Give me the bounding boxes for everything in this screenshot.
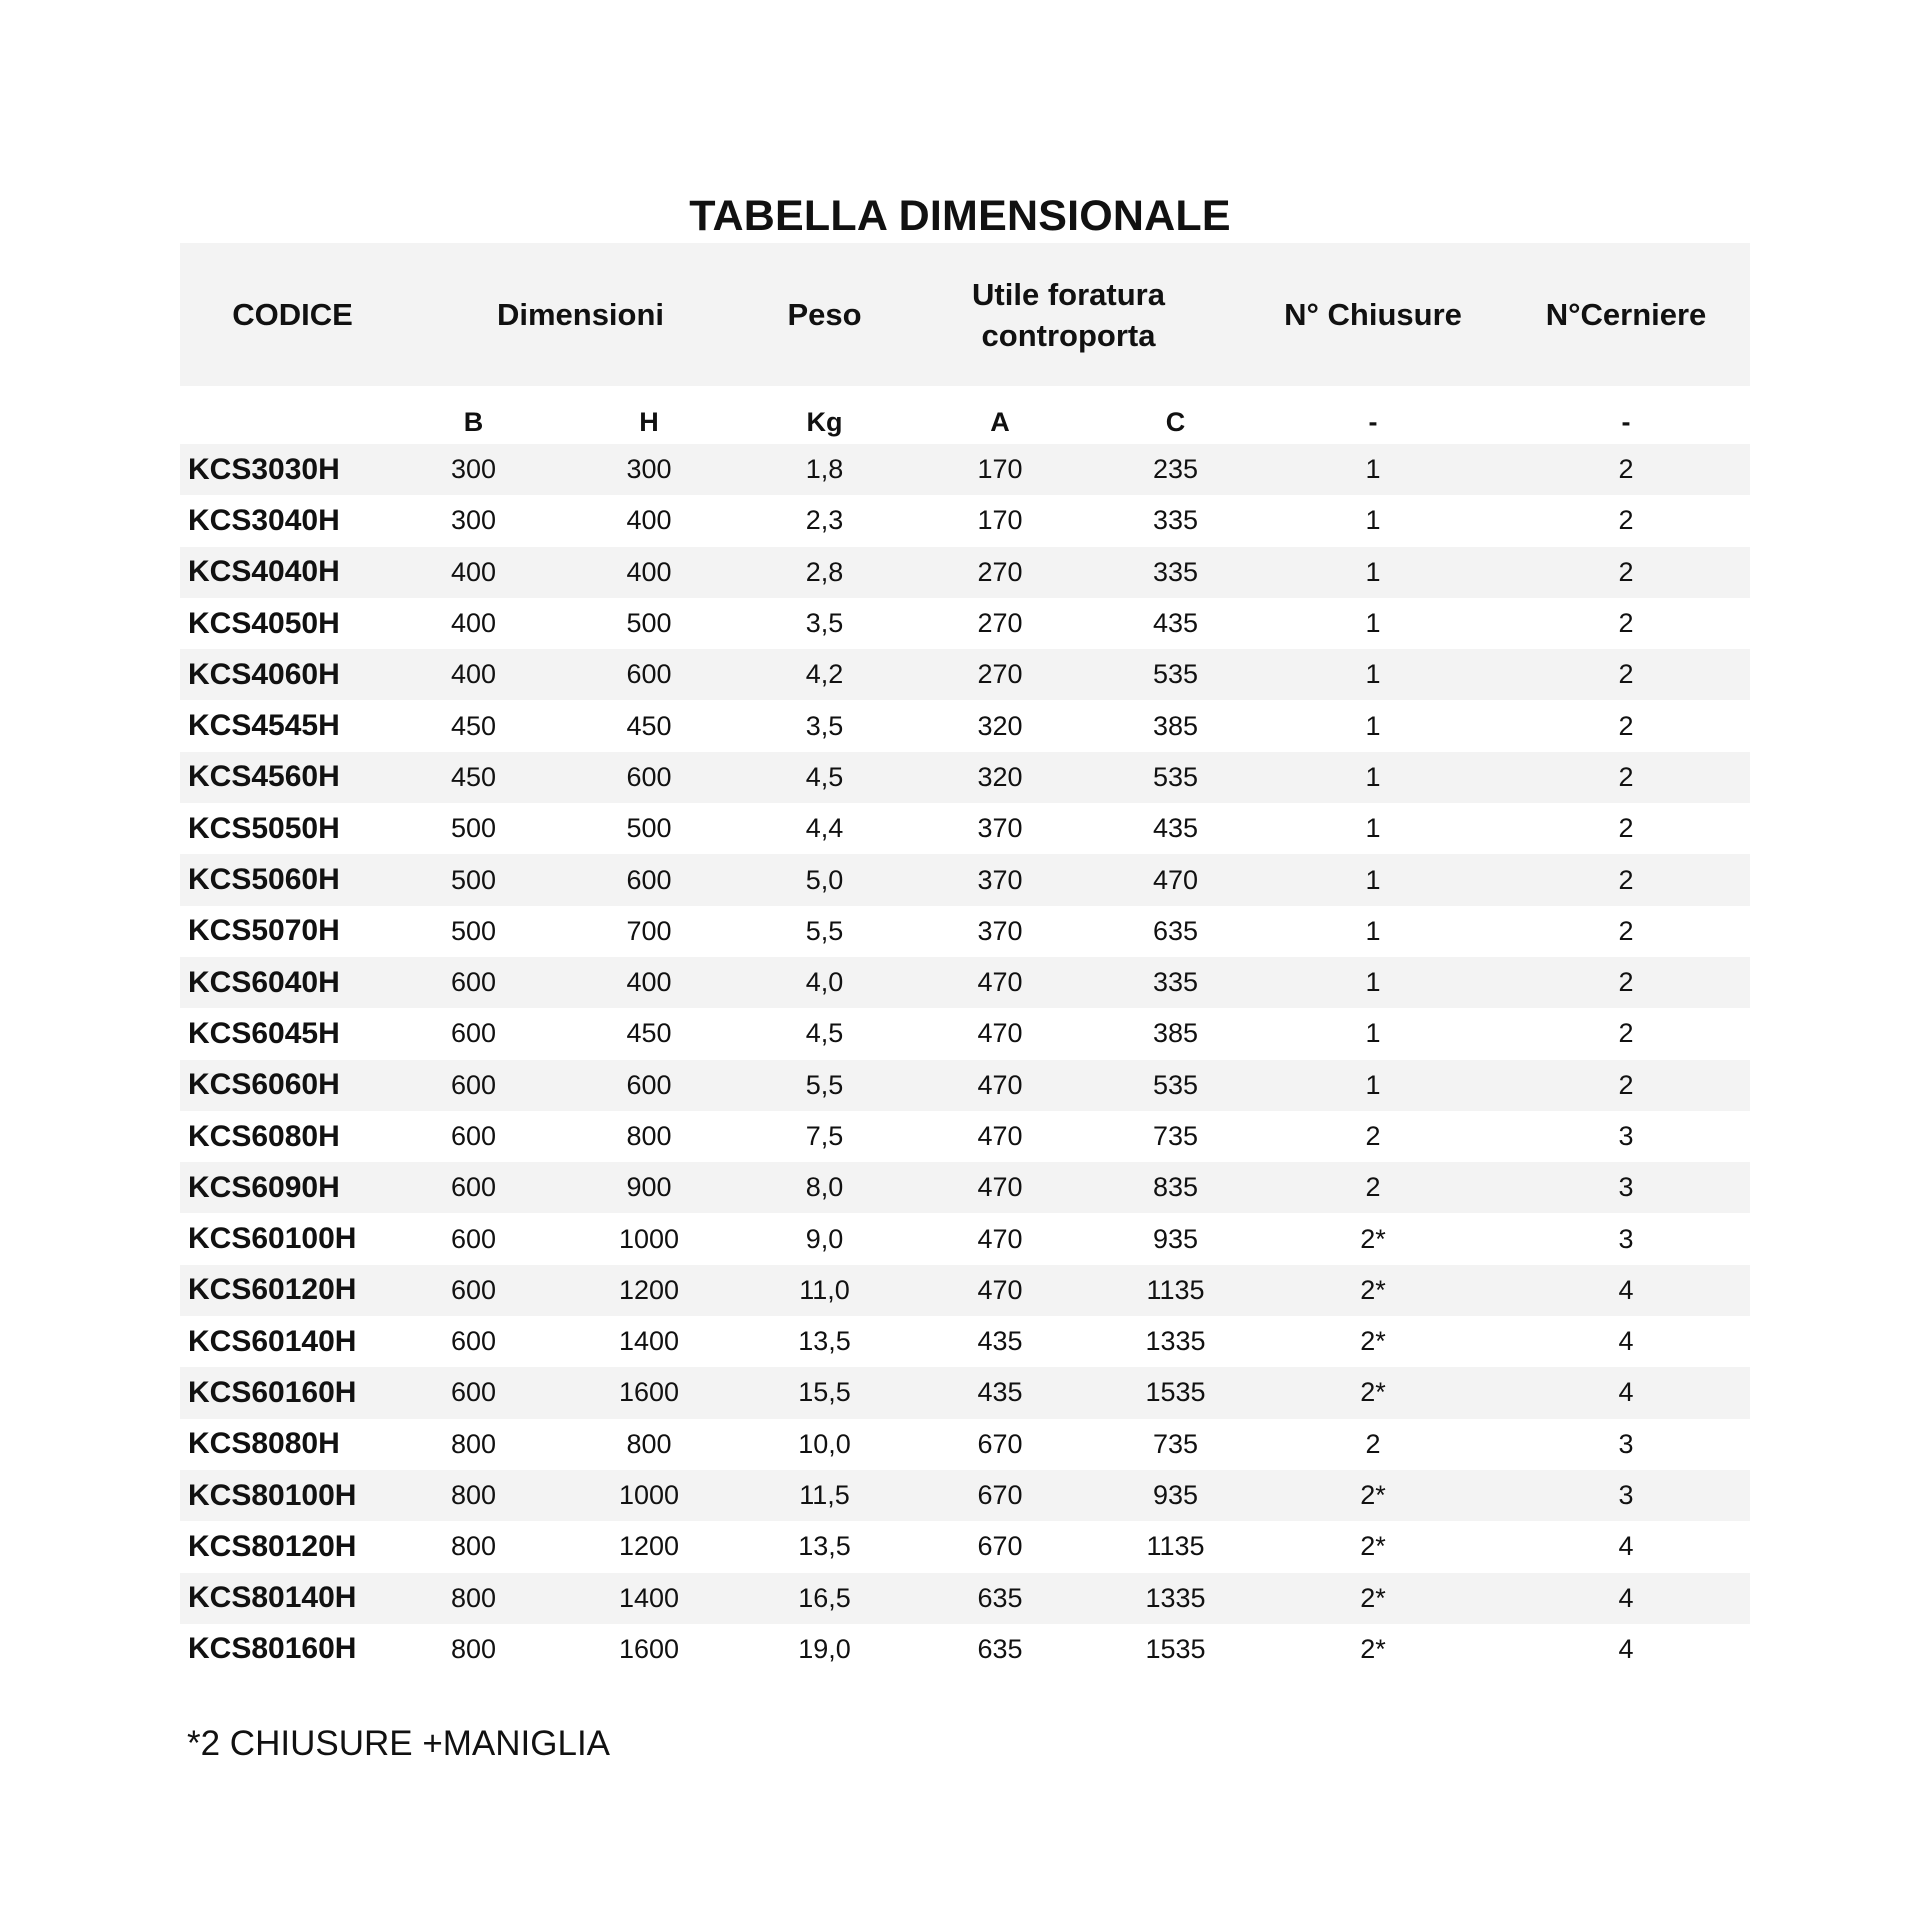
cell-code: KCS4050H bbox=[188, 606, 340, 640]
cell-cerniere: 2 bbox=[1618, 813, 1634, 844]
table-body bbox=[180, 444, 1750, 1675]
header-utile-foratura bbox=[893, 243, 1244, 386]
cell-a: 670 bbox=[977, 1428, 1023, 1459]
cell-kg: 16,5 bbox=[756, 1573, 893, 1624]
cell-cerniere: 2 bbox=[1618, 1018, 1634, 1049]
subheader-c: C bbox=[1107, 386, 1244, 444]
cell-code: KCS4545H bbox=[188, 709, 340, 743]
cell-c: 435 bbox=[1152, 608, 1199, 639]
cell-c: 435 bbox=[1152, 813, 1199, 844]
cell-h: 400 bbox=[626, 505, 672, 536]
cell-code: KCS80100H bbox=[180, 1470, 405, 1521]
cell-chiusure: 1 bbox=[1244, 547, 1502, 598]
cell-c: 335 bbox=[1107, 547, 1244, 598]
cell-code: KCS6090H bbox=[180, 1162, 405, 1213]
subheader-row bbox=[180, 386, 1750, 444]
table-row bbox=[180, 1008, 1750, 1059]
header-row bbox=[180, 243, 1750, 386]
cell-a: 635 bbox=[893, 1573, 1107, 1624]
table-row bbox=[180, 957, 1750, 1008]
table-row bbox=[180, 1419, 1750, 1470]
cell-b: 600 bbox=[450, 1326, 497, 1357]
cell-b: 450 bbox=[405, 752, 542, 803]
table-row bbox=[180, 1162, 1750, 1213]
cell-a: 435 bbox=[977, 1326, 1023, 1357]
cell-code: KCS5060H bbox=[180, 854, 405, 905]
cell-cerniere: 3 bbox=[1618, 1121, 1634, 1151]
cell-a: 370 bbox=[893, 854, 1107, 905]
cell-code: KCS4560H bbox=[180, 752, 405, 803]
cell-kg: 13,5 bbox=[798, 1531, 851, 1562]
cell-a: 670 bbox=[977, 1531, 1023, 1562]
cell-c: 635 bbox=[1152, 915, 1199, 946]
cell-chiusure: 1 bbox=[1365, 915, 1381, 946]
header-dimensioni: Dimensioni bbox=[405, 243, 756, 386]
cell-b: 300 bbox=[450, 505, 497, 536]
header-utile-line1: Utile foratura bbox=[972, 276, 1165, 312]
cell-code: KCS60160H bbox=[180, 1367, 405, 1418]
cell-h: 450 bbox=[626, 710, 672, 741]
cell-a: 470 bbox=[893, 957, 1107, 1008]
cell-a: 470 bbox=[893, 1060, 1107, 1111]
cell-chiusure: 2 bbox=[1244, 1162, 1502, 1213]
cell-kg: 4,5 bbox=[756, 752, 893, 803]
cell-code: KCS3040H bbox=[188, 503, 340, 537]
dimension-table-container bbox=[180, 243, 1750, 1675]
table-row bbox=[180, 854, 1750, 905]
cell-kg: 1,8 bbox=[756, 444, 893, 495]
cell-chiusure: 2* bbox=[1244, 1470, 1502, 1521]
cell-chiusure: 2 bbox=[1365, 1428, 1381, 1459]
cell-kg: 7,5 bbox=[805, 1121, 844, 1151]
cell-chiusure: 1 bbox=[1365, 608, 1381, 639]
cell-b: 800 bbox=[450, 1531, 497, 1562]
cell-a: 435 bbox=[893, 1367, 1107, 1418]
cell-chiusure: 1 bbox=[1244, 752, 1502, 803]
cell-b: 600 bbox=[450, 1018, 497, 1049]
table-row bbox=[180, 1470, 1750, 1521]
cell-h: 400 bbox=[542, 957, 756, 1008]
cell-cerniere: 4 bbox=[1618, 1633, 1634, 1664]
cell-chiusure: 2 bbox=[1365, 1121, 1381, 1151]
cell-h: 1000 bbox=[618, 1223, 680, 1254]
cell-kg: 8,0 bbox=[756, 1162, 893, 1213]
cell-a: 470 bbox=[893, 1162, 1107, 1213]
cell-cerniere: 3 bbox=[1618, 1223, 1634, 1254]
cell-cerniere: 3 bbox=[1502, 1470, 1750, 1521]
subheader-a: A bbox=[893, 386, 1107, 444]
subheader-kg: Kg bbox=[756, 386, 893, 444]
cell-cerniere: 4 bbox=[1502, 1265, 1750, 1316]
cell-c: 535 bbox=[1107, 752, 1244, 803]
cell-b: 600 bbox=[405, 1265, 542, 1316]
cell-b: 400 bbox=[405, 649, 542, 700]
cell-a: 320 bbox=[977, 710, 1023, 741]
footnote: *2 CHIUSURE +MANIGLIA bbox=[187, 1724, 611, 1763]
cell-b: 800 bbox=[405, 1470, 542, 1521]
header-cerniere: N°Cerniere bbox=[1502, 243, 1750, 386]
cell-h: 1600 bbox=[542, 1367, 756, 1418]
cell-c: 1535 bbox=[1145, 1633, 1206, 1664]
cell-c: 385 bbox=[1152, 710, 1199, 741]
cell-c: 1135 bbox=[1146, 1531, 1205, 1562]
cell-c: 535 bbox=[1107, 649, 1244, 700]
cell-kg: 5,5 bbox=[756, 1060, 893, 1111]
cell-h: 600 bbox=[542, 854, 756, 905]
cell-code: KCS60120H bbox=[180, 1265, 405, 1316]
cell-h: 600 bbox=[542, 752, 756, 803]
table-row bbox=[180, 906, 1750, 957]
cell-chiusure: 1 bbox=[1244, 957, 1502, 1008]
cell-chiusure: 2* bbox=[1244, 1367, 1502, 1418]
cell-b: 800 bbox=[450, 1633, 497, 1664]
cell-b: 800 bbox=[405, 1573, 542, 1624]
cell-c: 335 bbox=[1152, 505, 1199, 536]
cell-c: 470 bbox=[1107, 854, 1244, 905]
cell-chiusure: 1 bbox=[1365, 813, 1381, 844]
cell-h: 1600 bbox=[618, 1633, 680, 1664]
cell-code: KCS5050H bbox=[188, 811, 340, 845]
cell-b: 800 bbox=[450, 1428, 497, 1459]
cell-b: 600 bbox=[450, 1223, 497, 1254]
cell-code: KCS8080H bbox=[188, 1427, 340, 1461]
cell-c: 1335 bbox=[1107, 1573, 1244, 1624]
table-row bbox=[180, 1624, 1750, 1675]
cell-chiusure: 1 bbox=[1365, 1018, 1381, 1049]
cell-b: 600 bbox=[405, 1162, 542, 1213]
cell-a: 670 bbox=[893, 1470, 1107, 1521]
cell-kg: 15,5 bbox=[756, 1367, 893, 1418]
cell-code: KCS6060H bbox=[180, 1060, 405, 1111]
cell-kg: 10,0 bbox=[798, 1428, 851, 1459]
header-utile-line2: controporta bbox=[981, 317, 1156, 353]
cell-h: 1200 bbox=[618, 1531, 680, 1562]
cell-cerniere: 2 bbox=[1618, 505, 1634, 536]
cell-b: 600 bbox=[405, 957, 542, 1008]
cell-code: KCS3030H bbox=[180, 444, 405, 495]
cell-code: KCS80160H bbox=[188, 1632, 357, 1666]
cell-h: 800 bbox=[626, 1428, 672, 1459]
cell-a: 470 bbox=[977, 1121, 1023, 1151]
cell-a: 320 bbox=[893, 752, 1107, 803]
cell-h: 500 bbox=[626, 813, 672, 844]
cell-c: 535 bbox=[1107, 1060, 1244, 1111]
cell-cerniere: 2 bbox=[1502, 752, 1750, 803]
cell-c: 735 bbox=[1152, 1121, 1199, 1151]
cell-h: 900 bbox=[542, 1162, 756, 1213]
cell-h: 1400 bbox=[542, 1573, 756, 1624]
table-row bbox=[180, 1060, 1750, 1111]
cell-kg: 3,5 bbox=[805, 710, 844, 741]
cell-code: KCS4040H bbox=[180, 547, 405, 598]
cell-a: 170 bbox=[977, 505, 1023, 536]
cell-chiusure: 1 bbox=[1244, 854, 1502, 905]
cell-cerniere: 4 bbox=[1618, 1531, 1634, 1562]
cell-chiusure: 2* bbox=[1244, 1265, 1502, 1316]
table-row bbox=[180, 803, 1750, 854]
cell-code: KCS6080H bbox=[188, 1119, 340, 1153]
cell-chiusure: 2* bbox=[1360, 1531, 1386, 1562]
cell-code: KCS60140H bbox=[188, 1324, 357, 1358]
table-row bbox=[180, 700, 1750, 751]
cell-code: KCS6040H bbox=[180, 957, 405, 1008]
table-row bbox=[180, 547, 1750, 598]
cell-chiusure: 1 bbox=[1244, 1060, 1502, 1111]
cell-c: 1535 bbox=[1107, 1367, 1244, 1418]
cell-c: 335 bbox=[1107, 957, 1244, 1008]
cell-a: 270 bbox=[893, 547, 1107, 598]
cell-code: KCS5070H bbox=[188, 914, 340, 948]
cell-code: KCS6045H bbox=[188, 1016, 340, 1050]
table-row bbox=[180, 1573, 1750, 1624]
table-row bbox=[180, 598, 1750, 649]
cell-cerniere: 2 bbox=[1502, 444, 1750, 495]
cell-c: 735 bbox=[1152, 1428, 1199, 1459]
cell-chiusure: 2* bbox=[1360, 1223, 1386, 1254]
cell-a: 370 bbox=[977, 813, 1023, 844]
cell-c: 935 bbox=[1152, 1223, 1199, 1254]
cell-a: 470 bbox=[977, 1018, 1023, 1049]
cell-b: 400 bbox=[405, 547, 542, 598]
cell-kg: 4,5 bbox=[805, 1018, 844, 1049]
cell-c: 385 bbox=[1152, 1018, 1199, 1049]
cell-a: 470 bbox=[893, 1265, 1107, 1316]
cell-h: 1400 bbox=[618, 1326, 680, 1357]
cell-chiusure: 1 bbox=[1365, 505, 1381, 536]
cell-cerniere: 3 bbox=[1618, 1428, 1634, 1459]
cell-chiusure: 2* bbox=[1244, 1573, 1502, 1624]
cell-b: 400 bbox=[450, 608, 497, 639]
subheader-h: H bbox=[542, 386, 756, 444]
cell-h: 300 bbox=[542, 444, 756, 495]
cell-kg: 2,8 bbox=[756, 547, 893, 598]
cell-b: 500 bbox=[405, 854, 542, 905]
cell-chiusure: 2* bbox=[1360, 1326, 1386, 1357]
cell-c: 235 bbox=[1107, 444, 1244, 495]
cell-chiusure: 1 bbox=[1244, 444, 1502, 495]
subheader-empty bbox=[180, 386, 405, 444]
cell-h: 1000 bbox=[542, 1470, 756, 1521]
cell-h: 600 bbox=[542, 1060, 756, 1111]
cell-h: 450 bbox=[626, 1018, 672, 1049]
cell-cerniere: 2 bbox=[1502, 649, 1750, 700]
cell-a: 270 bbox=[893, 649, 1107, 700]
cell-kg: 9,0 bbox=[805, 1223, 844, 1254]
subheader-b: B bbox=[405, 386, 542, 444]
table-row bbox=[180, 752, 1750, 803]
cell-cerniere: 3 bbox=[1502, 1162, 1750, 1213]
subheader-cerniere: - bbox=[1502, 386, 1750, 444]
cell-code: KCS60100H bbox=[188, 1222, 357, 1256]
cell-a: 370 bbox=[977, 915, 1023, 946]
cell-h: 1200 bbox=[542, 1265, 756, 1316]
cell-kg: 5,5 bbox=[805, 915, 844, 946]
cell-chiusure: 1 bbox=[1365, 710, 1381, 741]
cell-kg: 2,3 bbox=[805, 505, 844, 536]
cell-h: 400 bbox=[542, 547, 756, 598]
cell-code: KCS80120H bbox=[188, 1529, 357, 1563]
table-row bbox=[180, 1367, 1750, 1418]
cell-b: 600 bbox=[450, 1121, 497, 1151]
cell-cerniere: 2 bbox=[1502, 1060, 1750, 1111]
cell-kg: 11,0 bbox=[756, 1265, 893, 1316]
table-row bbox=[180, 1521, 1750, 1572]
dimension-table bbox=[180, 243, 1750, 1675]
cell-a: 470 bbox=[977, 1223, 1023, 1254]
cell-kg: 4,4 bbox=[805, 813, 844, 844]
cell-c: 935 bbox=[1107, 1470, 1244, 1521]
cell-a: 270 bbox=[977, 608, 1023, 639]
cell-kg: 13,5 bbox=[798, 1326, 851, 1357]
cell-cerniere: 4 bbox=[1502, 1573, 1750, 1624]
cell-cerniere: 4 bbox=[1502, 1367, 1750, 1418]
cell-chiusure: 2* bbox=[1360, 1633, 1386, 1664]
cell-b: 450 bbox=[450, 710, 497, 741]
cell-h: 500 bbox=[626, 608, 672, 639]
cell-kg: 3,5 bbox=[805, 608, 844, 639]
cell-cerniere: 2 bbox=[1502, 854, 1750, 905]
cell-cerniere: 2 bbox=[1618, 915, 1634, 946]
cell-cerniere: 2 bbox=[1618, 608, 1634, 639]
cell-c: 1335 bbox=[1145, 1326, 1206, 1357]
table-row bbox=[180, 1265, 1750, 1316]
table-row bbox=[180, 1111, 1750, 1162]
cell-b: 500 bbox=[450, 915, 497, 946]
cell-kg: 5,0 bbox=[756, 854, 893, 905]
cell-kg: 11,5 bbox=[756, 1470, 893, 1521]
cell-b: 500 bbox=[450, 813, 497, 844]
cell-c: 1135 bbox=[1107, 1265, 1244, 1316]
header-peso: Peso bbox=[756, 243, 893, 386]
table-row bbox=[180, 495, 1750, 546]
cell-cerniere: 2 bbox=[1618, 710, 1634, 741]
cell-a: 170 bbox=[893, 444, 1107, 495]
cell-b: 600 bbox=[405, 1060, 542, 1111]
cell-h: 800 bbox=[626, 1121, 672, 1151]
cell-cerniere: 2 bbox=[1502, 547, 1750, 598]
cell-kg: 4,2 bbox=[756, 649, 893, 700]
cell-code: KCS80140H bbox=[180, 1573, 405, 1624]
cell-kg: 19,0 bbox=[798, 1633, 851, 1664]
cell-cerniere: 2 bbox=[1502, 957, 1750, 1008]
table-row bbox=[180, 1316, 1750, 1367]
subheader-chiusure: - bbox=[1244, 386, 1502, 444]
cell-chiusure: 1 bbox=[1244, 649, 1502, 700]
cell-c: 835 bbox=[1107, 1162, 1244, 1213]
table-row bbox=[180, 649, 1750, 700]
cell-b: 300 bbox=[405, 444, 542, 495]
table-row bbox=[180, 1213, 1750, 1264]
header-chiusure: N° Chiusure bbox=[1244, 243, 1502, 386]
cell-cerniere: 4 bbox=[1618, 1326, 1634, 1357]
cell-a: 635 bbox=[977, 1633, 1023, 1664]
cell-h: 600 bbox=[542, 649, 756, 700]
cell-b: 600 bbox=[405, 1367, 542, 1418]
header-codice: CODICE bbox=[180, 243, 405, 386]
cell-h: 700 bbox=[626, 915, 672, 946]
cell-code: KCS4060H bbox=[180, 649, 405, 700]
cell-kg: 4,0 bbox=[756, 957, 893, 1008]
table-row bbox=[180, 444, 1750, 495]
page-title: TABELLA DIMENSIONALE bbox=[689, 192, 1231, 240]
